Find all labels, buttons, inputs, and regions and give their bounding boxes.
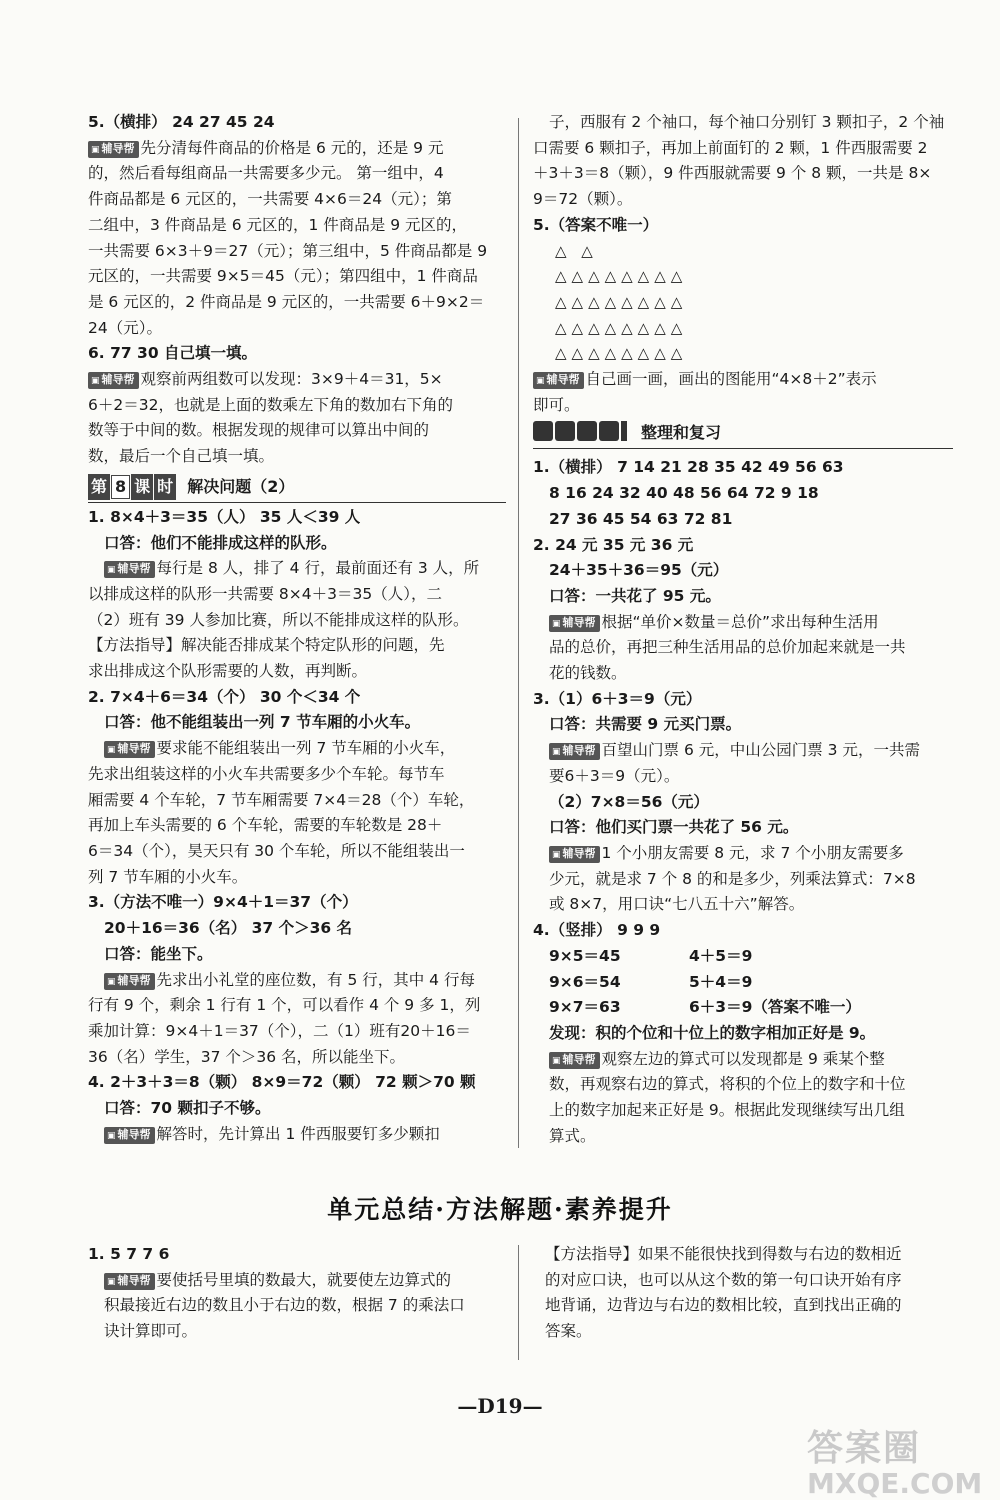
equation-left: 9×6＝54 (549, 972, 621, 991)
helper-note-line (533, 738, 953, 764)
watermark-text: 答案圈 (807, 1428, 922, 1469)
equation-right: 4＋5＝9 (689, 946, 753, 965)
text-line: 积最接近右边的数且小于右边的数，根据 7 的乘法口 (104, 1296, 465, 1315)
helper-note-line (533, 841, 953, 867)
equation-pair (533, 944, 953, 970)
bottom-left-column (88, 1242, 506, 1345)
text-line: 再加上车头需要的 6 个车轮，需要的车轮数是 28＋ (88, 816, 443, 835)
lesson-header-box: 8 (111, 475, 130, 499)
helper-note-line (88, 968, 506, 994)
text-line: （2）7×8＝56（元） (549, 792, 709, 811)
triangle-row: △△△△△△△△ (555, 318, 688, 337)
text-line: 口答：他们买门票一共花了 56 元。 (549, 818, 799, 837)
header-block-icon (533, 421, 553, 441)
text-line: 行有 9 个，剩余 1 行有 1 个，可以看作 4 个 9 多 1，列 (88, 996, 481, 1015)
equation-pair (533, 995, 953, 1021)
equation-pair (533, 970, 953, 996)
text-line: 算式。 (549, 1126, 596, 1145)
text-line: 求出排成这个队形需要的人数，再判断。 (88, 662, 368, 681)
triangle-row: △△△△△△△△ (555, 344, 688, 363)
text-line: 【方法指导】如果不能很快找到得数与右边的数相近 (545, 1245, 902, 1263)
helper-note-line (533, 367, 953, 393)
triangle-row: △△△△△△△△ (555, 267, 688, 286)
equation-right: 5＋4＝9 (689, 972, 753, 991)
helper-note-text: 先分清每件商品的价格是 6 元的，还是 9 元 (140, 138, 444, 157)
text-line: 二组中，3 件商品是 6 元区的，1 件商品是 9 元区的， (88, 215, 468, 234)
header-block-icon (555, 421, 575, 441)
equation-left: 9×7＝63 (549, 998, 621, 1017)
text-line: 花的钱数。 (549, 664, 627, 683)
text-line: 列 7 节车厢的小火车。 (88, 867, 248, 886)
bottom-right-column (545, 1242, 955, 1345)
helper-note-line (88, 1122, 506, 1148)
text-line: 1. 5 7 7 6 (88, 1245, 170, 1263)
text-line: 先求出组装这样的小火车共需要多少个车轮。每节车 (88, 764, 445, 783)
text-line: 即可。 (533, 395, 580, 414)
helper-note-line (88, 556, 506, 582)
text-line: 1. 8×4＋3＝35（人） 35 人＜39 人 (88, 507, 361, 526)
text-line: 发现：积的个位和十位上的数字相加正好是 9。 (549, 1023, 876, 1042)
text-line: 厢需要 4 个车轮，7 节车厢需要 7×4＝28（个）车轮， (88, 790, 475, 809)
helper-note-text: 自己画一画，画出的图能用“4×8＋2”表示 (585, 370, 877, 389)
text-line: 数等于中间的数。根据发现的规律可以算出中间的 (88, 421, 430, 440)
text-line: 件商品都是 6 元区的，一共需要 4×6＝24（元）；第 (88, 190, 452, 209)
helper-note-line (88, 1268, 506, 1294)
helper-tag: ▣ 辅导帮 (533, 372, 584, 389)
text-line: 数，再观察右边的算式，将积的个位上的数字和十位 (549, 1075, 906, 1094)
review-title: 整理和复习 (641, 423, 722, 443)
text-line: 6＝34（个），昊天只有 30 个车轮，所以不能组装出一 (88, 841, 465, 860)
helper-note-text: 解答时，先计算出 1 件西服要钉多少颗扣 (156, 1124, 440, 1143)
text-line: 6＋2＝32，也就是上面的数乘左下角的数加右下角的 (88, 395, 453, 414)
text-line: 20＋16＝36（名） 37 个＞36 名 (104, 919, 353, 938)
text-line: 的对应口诀，也可以从这个数的第一句口诀开始有序 (545, 1270, 902, 1289)
text-line: 或 8×7，用口诀“七八五十六”解答。 (549, 895, 805, 914)
text-line: 以排成这样的队形一共需要 8×4＋3＝35（人），二 (88, 584, 442, 603)
header-block-icon (577, 421, 597, 441)
text-line: 【方法指导】解决能否排成某个特定队形的问题，先 (88, 636, 445, 655)
text-line: 24（元）。 (88, 318, 162, 337)
helper-tag: ▣ 辅导帮 (104, 973, 155, 990)
text-line: 诀计算即可。 (104, 1322, 198, 1341)
helper-tag: ▣ 辅导帮 (549, 615, 600, 632)
helper-note-line (533, 1047, 953, 1073)
helper-note-text: 要使括号里填的数最大，就要使左边算式的 (156, 1270, 452, 1289)
text-line: 4.（竖排） 9 9 9 (533, 921, 661, 940)
text-line: 地背诵，边背边与右边的数相比较，直到找出正确的 (545, 1296, 902, 1315)
text-line: 2. 24 元 35 元 36 元 (533, 535, 694, 554)
text-line: 答案。 (545, 1322, 592, 1341)
lesson-header (88, 474, 506, 503)
lesson-title: 解决问题（2） (187, 476, 295, 496)
text-line: 子，西服有 2 个袖口，每个袖口分别钉 3 颗扣子，2 个袖 (549, 113, 945, 131)
text-line: 口需要 6 颗扣子，再加上前面钉的 2 颗，1 件西服需要 2 (533, 138, 928, 157)
helper-note-line (533, 610, 953, 636)
column-divider (518, 118, 519, 1148)
helper-tag: ▣ 辅导帮 (104, 1127, 155, 1144)
text-line: 上的数字加起来正好是 9。根据此发现继续写出几组 (549, 1101, 905, 1120)
text-line: 一共需要 6×3＋9＝27（元）；第三组中，5 件商品都是 9 (88, 241, 488, 260)
helper-tag: ▣ 辅导帮 (88, 141, 139, 158)
left-column (88, 110, 506, 1147)
helper-note-text: 根据“单价×数量＝总价”求出每种生活用 (601, 612, 879, 631)
text-line: 5.（答案不唯一） (533, 215, 659, 234)
text-line: 口答：一共花了 95 元。 (549, 586, 721, 605)
text-line: 口答：70 颗扣子不够。 (104, 1099, 271, 1118)
bottom-divider (518, 1245, 519, 1360)
helper-note-text: 要求能不能组装出一列 7 节车厢的小火车， (156, 739, 456, 758)
helper-tag: ▣ 辅导帮 (88, 372, 139, 389)
text-line: 3.（方法不唯一）9×4＋1＝37（个） (88, 893, 358, 912)
helper-tag: ▣ 辅导帮 (104, 1273, 155, 1290)
lesson-header-box: 第 (88, 474, 110, 500)
helper-note-text: 百望山门票 6 元，中山公园门票 3 元，一共需 (601, 741, 920, 760)
summary-title: 单元总结·方法解题·素养提升 (327, 1195, 673, 1224)
triangle-row: △ △ (555, 241, 598, 260)
right-column (533, 110, 953, 1149)
watermark-logo (807, 1420, 983, 1500)
text-line: 口答：能坐下。 (104, 944, 213, 963)
text-line: 乘加计算：9×4＋1＝37（个），二（1）班有20＋16＝ (88, 1021, 471, 1040)
text-line: 8 16 24 32 40 48 56 64 72 9 18 (549, 484, 819, 503)
text-line: 要6＋3＝9（元）。 (549, 766, 680, 785)
helper-note-line (88, 136, 506, 162)
equation-right: 6＋3＝9（答案不唯一） (689, 998, 861, 1017)
helper-note-line (88, 736, 506, 762)
helper-tag: ▣ 辅导帮 (104, 561, 155, 578)
page-number: —D19— (457, 1394, 543, 1418)
text-line: 9＝72（颗）。 (533, 190, 633, 209)
helper-tag: ▣ 辅导帮 (549, 743, 600, 760)
watermark-url: MXQE.COM (807, 1467, 983, 1500)
text-line: 口答：共需要 9 元买门票。 (549, 715, 742, 734)
text-line: 6. 77 30 自己填一填。 (88, 344, 258, 363)
helper-tag: ▣ 辅导帮 (549, 846, 600, 863)
text-line: 品的总价，再把三种生活用品的总价加起来就是一共 (549, 638, 906, 657)
text-line: 3.（1）6＋3＝9（元） (533, 689, 702, 708)
text-line: 的，然后看每组商品一共需要多少元。 第一组中，4 (88, 164, 444, 183)
text-line: 口答：他们不能排成这样的队形。 (104, 533, 337, 552)
helper-note-line (88, 367, 506, 393)
helper-note-text: 1 个小朋友需要 8 元，求 7 个小朋友需要多 (601, 843, 904, 862)
text-line: 1.（横排） 7 14 21 28 35 42 49 56 63 (533, 458, 844, 477)
header-block-icon (599, 421, 619, 441)
equation-left: 9×5＝45 (549, 946, 621, 965)
text-line: 24＋35＋36＝95（元） (549, 561, 729, 580)
review-header (533, 420, 953, 449)
text-line: 数，最后一个自己填一填。 (88, 447, 275, 466)
text-line: 是 6 元区的，2 件商品是 9 元区的，一共需要 6＋9×2＝ (88, 292, 485, 311)
helper-note-text: 先求出小礼堂的座位数，有 5 行，其中 4 行每 (156, 970, 475, 989)
header-bar (621, 421, 627, 441)
text-line: （2）班有 39 人参加比赛，所以不能排成这样的队形。 (88, 610, 469, 629)
text-line: 元区的，一共需要 9×5＝45（元）；第四组中，1 件商品 (88, 267, 478, 286)
helper-note-text: 每行是 8 人，排了 4 行，最前面还有 3 人，所 (156, 559, 480, 578)
helper-tag: ▣ 辅导帮 (549, 1052, 600, 1069)
helper-note-text: 观察前两组数可以发现：3×9＋4＝31，5× (140, 370, 443, 389)
text-line: 36（名）学生，37 个＞36 名，所以能坐下。 (88, 1047, 406, 1066)
text-line: 口答：他不能组装出一列 7 节车厢的小火车。 (104, 713, 421, 732)
helper-note-text: 观察左边的算式可以发现都是 9 乘某个整 (601, 1049, 885, 1068)
text-line: 少元，就是求 7 个 8 的和是多少，列乘法算式：7×8 (549, 869, 916, 888)
text-line: 5.（横排） 24 27 45 24 (88, 113, 275, 131)
text-line: 2. 7×4＋6＝34（个） 30 个＜34 个 (88, 687, 361, 706)
triangle-row: △△△△△△△△ (555, 292, 688, 311)
text-line: 27 36 45 54 63 72 81 (549, 509, 733, 528)
text-line: 4. 2＋3＋3＝8（颗） 8×9＝72（颗） 72 颗＞70 颗 (88, 1073, 476, 1092)
text-line: ＋3＋3＝8（颗），9 件西服就需要 9 个 8 颗，一共是 8× (533, 164, 932, 183)
lesson-header-box: 课 (131, 474, 153, 500)
lesson-header-box: 时 (154, 474, 176, 500)
helper-tag: ▣ 辅导帮 (104, 741, 155, 758)
